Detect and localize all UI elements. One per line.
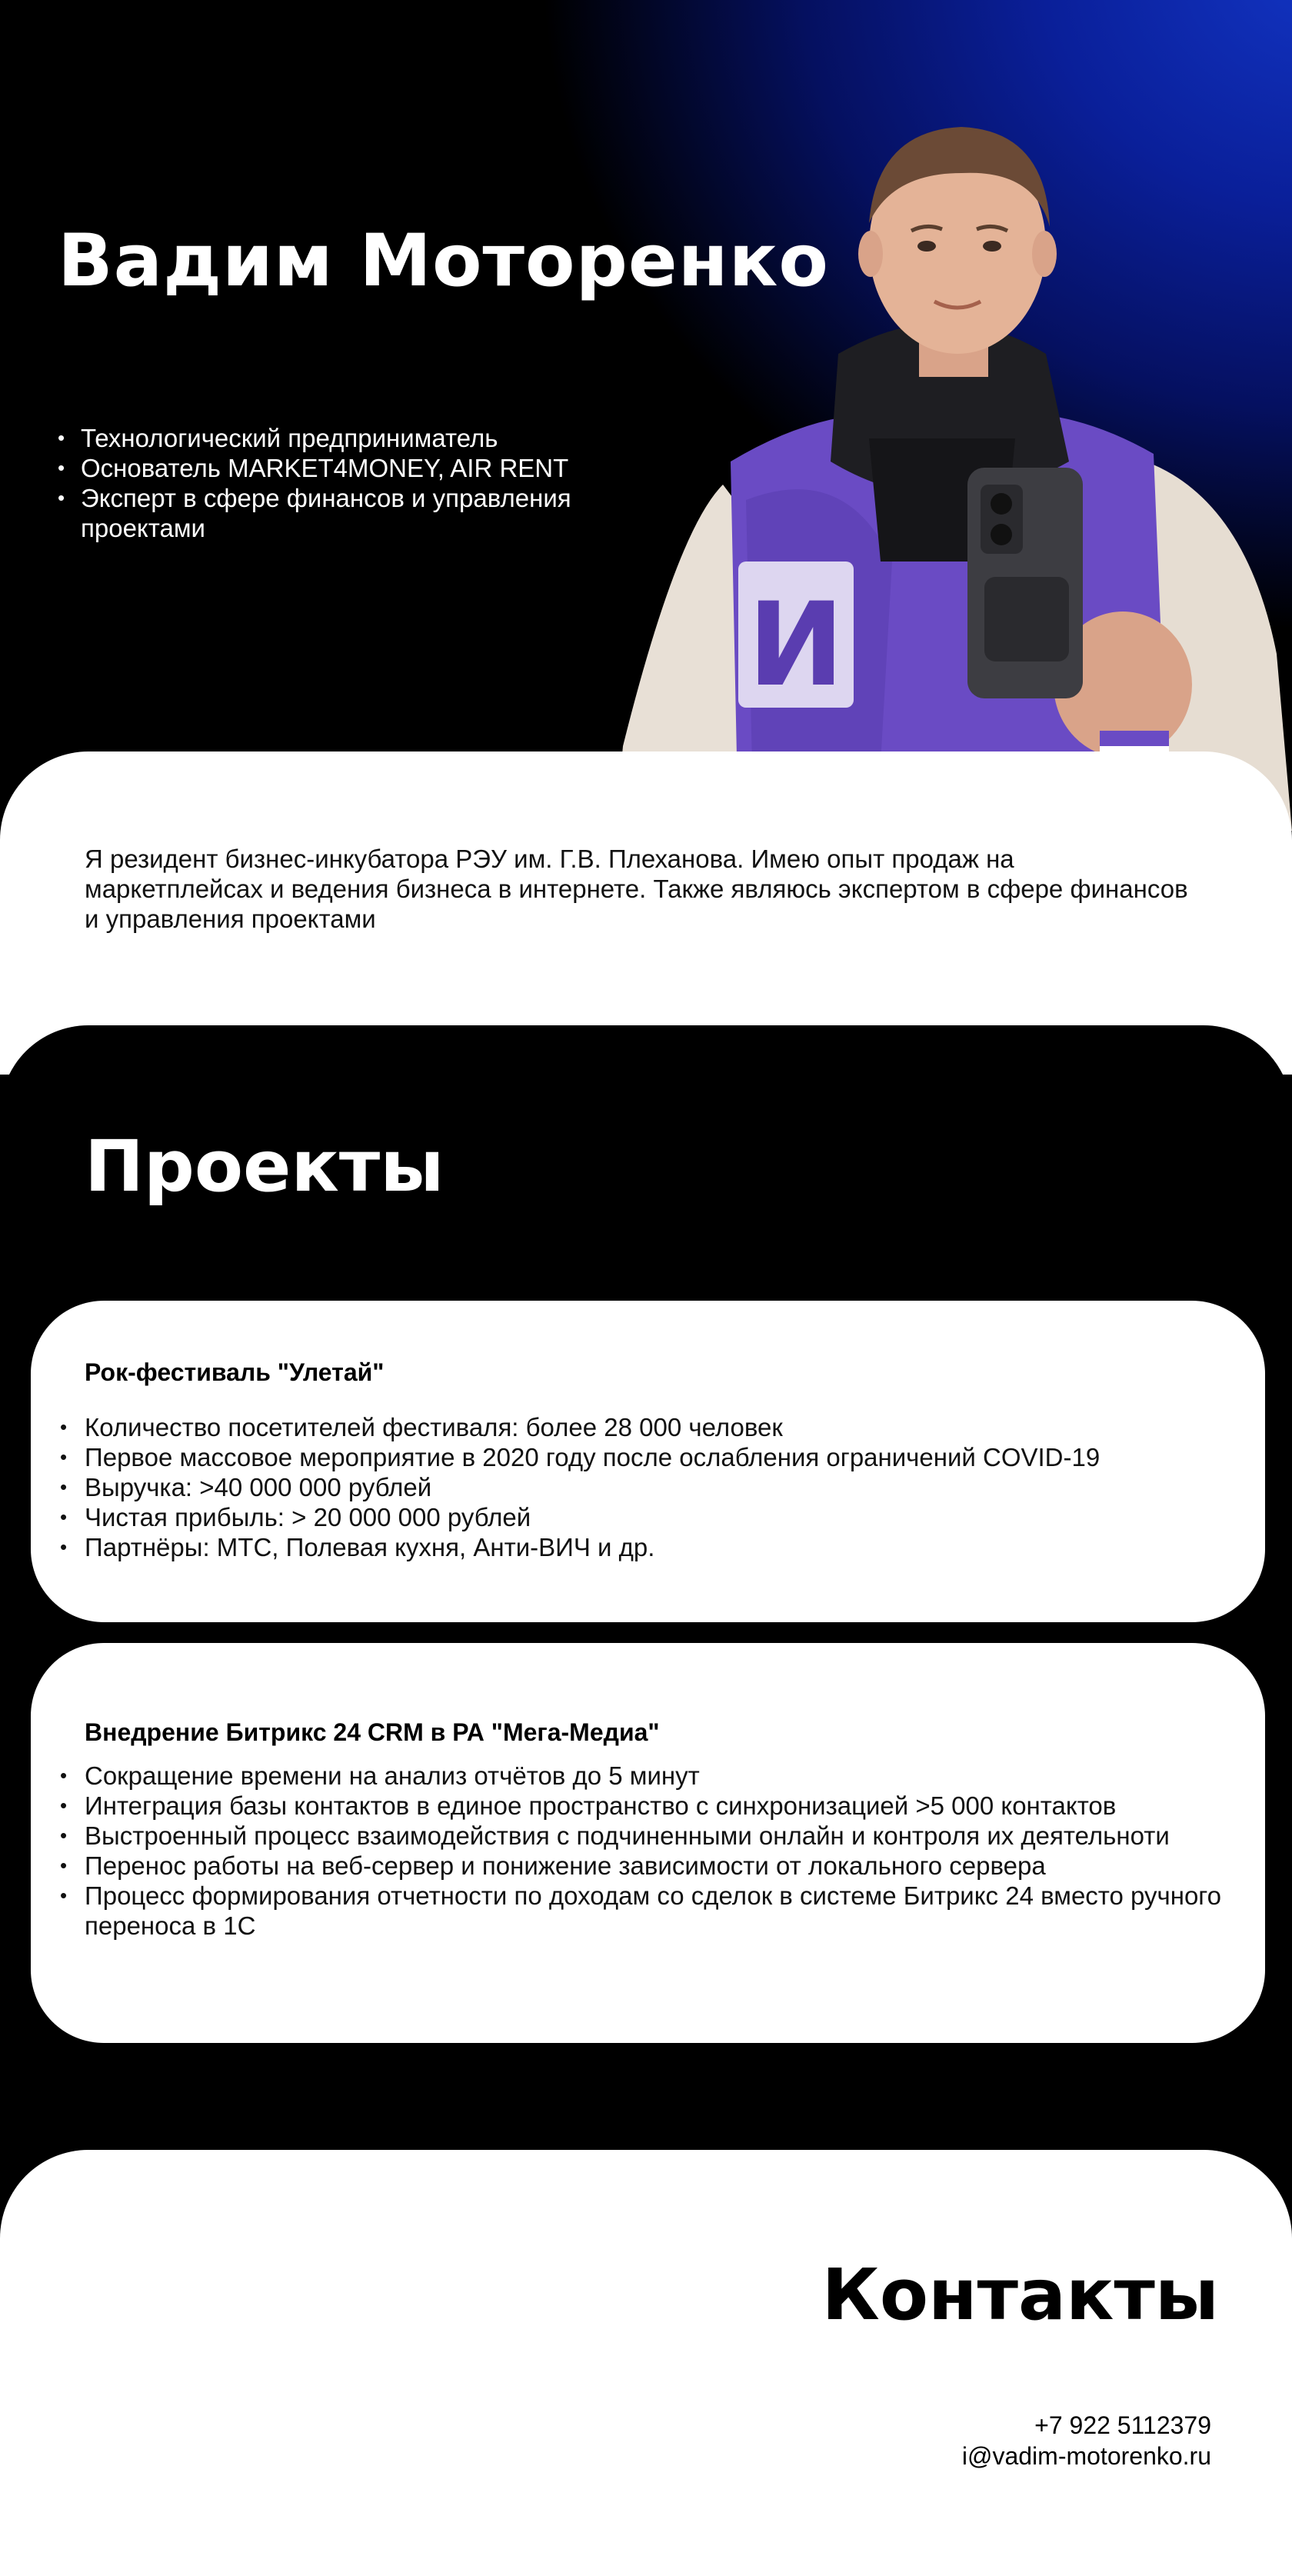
projects-title: Проекты bbox=[85, 1125, 445, 1208]
project-point: • Первое массовое мероприятие в 2020 году после ослабления ограничений COVID-19 bbox=[60, 1442, 1227, 1472]
svg-text:И: И bbox=[748, 578, 844, 712]
project-point: • Количество посетителей фестиваля: более 28 000 человек bbox=[60, 1412, 1227, 1442]
project-point: • Интеграция базы контактов в единое пространство с синхронизацией >5 000 контактов bbox=[60, 1791, 1227, 1821]
email-link[interactable]: i@vadim-motorenko.ru bbox=[961, 2442, 1211, 2470]
hero-section bbox=[0, 0, 1292, 831]
project-points bbox=[60, 1761, 1227, 1941]
person-name: Вадим Моторенко bbox=[58, 219, 829, 303]
role-item: • Эксперт в сфере финансов и управления проектами bbox=[58, 483, 642, 543]
role-item: • Основатель MARKET4MONEY, AIR RENT bbox=[58, 453, 642, 483]
role-item: • Технологический предприниматель bbox=[58, 423, 642, 453]
project-title: Рок-фестиваль "Улетай" bbox=[85, 1358, 385, 1386]
role-list bbox=[58, 423, 642, 543]
project-point: • Выручка: >40 000 000 рублей bbox=[60, 1472, 1227, 1502]
project-points bbox=[60, 1412, 1227, 1562]
project-card-bitrix bbox=[31, 1643, 1265, 2043]
about-text: Я резидент бизнес-инкубатора РЭУ им. Г.В. Плеханова. Имею опыт продаж на маркетплейсах и ведения бизнеса в интернете. Также являюсь экспертом в сфере финансов и управления проектами bbox=[85, 845, 1188, 933]
project-title: Внедрение Битрикс 24 CRM в РА "Мега-Медиа" bbox=[85, 1718, 660, 1746]
project-point: • Партнёры: МТС, Полевая кухня, Анти-ВИЧ и др. bbox=[60, 1532, 1227, 1562]
project-card-festival bbox=[31, 1301, 1265, 1622]
contacts-title: Контакты bbox=[821, 2254, 1219, 2336]
project-point: • Перенос работы на веб-сервер и понижение зависимости от локального сервера bbox=[60, 1851, 1227, 1881]
project-point: • Процесс формирования отчетности по доходам со сделок в системе Битрикс 24 вместо ручного переноса в 1С bbox=[60, 1881, 1227, 1941]
project-point: • Сокращение времени на анализ отчётов до 5 минут bbox=[60, 1761, 1227, 1791]
portrait-photo bbox=[615, 100, 1292, 831]
projects-section bbox=[0, 1025, 1292, 2194]
contacts-section bbox=[0, 2150, 1292, 2576]
project-point: • Чистая прибыль: > 20 000 000 рублей bbox=[60, 1502, 1227, 1532]
project-point: • Выстроенный процесс взаимодействия с подчиненными онлайн и контроля их деятельноти bbox=[60, 1821, 1227, 1851]
phone-link[interactable]: +7 922 5112379 bbox=[1034, 2411, 1211, 2439]
